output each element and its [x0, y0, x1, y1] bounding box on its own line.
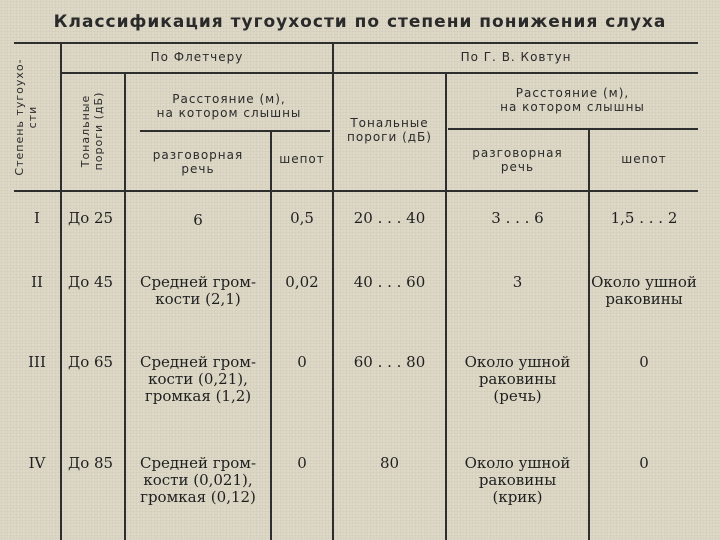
distance-header-rule-right	[448, 128, 698, 130]
header-fletcher-thresholds: Тональные пороги (дБ)	[79, 91, 105, 171]
table-top-rule	[14, 42, 698, 44]
header-fletcher-whisper: шепот	[279, 152, 325, 166]
cell-kovtun-speech: Около ушной раковины (речь)	[464, 353, 571, 405]
cell-kovtun-whisper: 0	[639, 353, 649, 371]
cell-degree: III	[28, 353, 46, 371]
cell-fletcher-speech: Средней гром- кости (0,021), громкая (0,12)	[139, 454, 257, 506]
cell-kovtun-whisper: Около ушной раковины	[591, 273, 697, 308]
header-kovtun-whisper: шепот	[621, 152, 667, 166]
cell-fletcher-threshold: До 45	[68, 273, 114, 291]
cell-kovtun-threshold: 80	[379, 454, 400, 472]
cell-kovtun-threshold: 60 . . . 80	[353, 353, 426, 371]
page-title: Классификация тугоухости по степени понижения слуха	[53, 12, 667, 32]
cell-degree: IV	[28, 454, 46, 472]
header-fletcher-distance: Расстояние (м), на котором слышны	[156, 92, 302, 120]
cell-kovtun-whisper: 0	[639, 454, 649, 472]
cell-fletcher-whisper: 0	[297, 353, 307, 371]
cell-fletcher-threshold: До 65	[68, 353, 114, 371]
cell-kovtun-whisper: 1,5 . . . 2	[610, 209, 678, 227]
header-kovtun-distance: Расстояние (м), на котором слышны	[500, 86, 645, 114]
col-divider-degree	[60, 42, 62, 540]
cell-fletcher-speech: 6	[193, 211, 203, 229]
header-bottom-rule	[14, 190, 698, 192]
cell-fletcher-threshold: До 85	[68, 454, 114, 472]
header-fletcher-speech: разговорная речь	[152, 148, 244, 176]
cell-kovtun-threshold: 40 . . . 60	[353, 273, 426, 291]
cell-degree: II	[31, 273, 43, 291]
header-kovtun-speech: разговорная речь	[472, 146, 563, 174]
cell-fletcher-speech: Средней гром- кости (0,21), громкая (1,2)	[139, 353, 257, 405]
cell-fletcher-whisper: 0,02	[285, 273, 319, 291]
header-degree: Степень тугоухо- сти	[13, 58, 39, 176]
cell-degree: I	[34, 209, 40, 227]
cell-fletcher-whisper: 0	[297, 454, 307, 472]
cell-kovtun-threshold: 20 . . . 40	[353, 209, 426, 227]
header-kovtun-group: По Г. В. Ковтун	[460, 50, 572, 64]
col-divider-kovtun-speech	[588, 128, 590, 540]
group-header-rule	[62, 72, 698, 74]
cell-kovtun-speech: 3	[512, 273, 523, 291]
cell-kovtun-speech: 3 . . . 6	[491, 209, 544, 227]
cell-fletcher-speech: Средней гром- кости (2,1)	[139, 273, 257, 308]
cell-fletcher-threshold: До 25	[68, 209, 114, 227]
cell-fletcher-whisper: 0,5	[290, 209, 314, 227]
header-fletcher-group: По Флетчеру	[150, 50, 244, 64]
header-kovtun-thresholds: Тональные пороги (дБ)	[347, 116, 432, 144]
distance-header-rule-left	[140, 130, 330, 132]
cell-kovtun-speech: Около ушной раковины (крик)	[464, 454, 571, 506]
col-divider-speech	[270, 130, 272, 540]
